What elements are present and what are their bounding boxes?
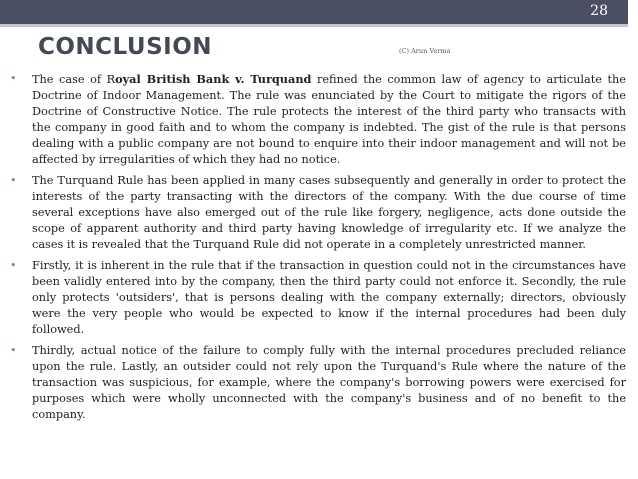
bullet-dot-icon: • bbox=[10, 259, 17, 272]
slide-number: 28 bbox=[590, 3, 608, 19]
case-name: oyal British Bank v. Turquand bbox=[115, 72, 312, 86]
bullet-item bbox=[0, 258, 626, 338]
bullet-dot-icon: • bbox=[10, 72, 17, 85]
bullet-dot-icon: • bbox=[10, 174, 17, 187]
bullet-text: Thirdly, actual notice of the failure to comply fully with the internal procedures precluded reliance upon the rule. Lastly, an outsider could not rely upon the Turquand's Rule where the nature of the transaction was suspicious, for example, where the company's borrowing powers were exercised for purposes which were wholly unconnected with the company's business and of no benefit to the company. bbox=[32, 344, 626, 421]
bullet-text: The Turquand Rule has been applied in many cases subsequently and generally in order to protect the interests of the party transacting with the directors of the company. With the due course of time several exceptions have also emerged out of the rule like forgery, negligence, acts done outside the scope of apparent authority and third party having knowledge of irregularity etc. If we analyze the cases it is revealed that the Turquand Rule did not operate in a completely unrestricted manner. bbox=[32, 174, 626, 251]
credit-text: (C) Arun Verma bbox=[399, 47, 451, 55]
bullet-text: Firstly, it is inherent in the rule that if the transaction in question could not in the circumstances have been validly entered into by the company, then the third party could not enforce it. Secondly, the rule only protects 'outsiders', that is persons dealing with the company externally; directors, obviously were the very people who would be expected to know if the internal procedures had been duly followed. bbox=[32, 259, 626, 336]
bullet-item bbox=[0, 343, 626, 423]
text-run: The case of R bbox=[32, 73, 116, 86]
text-run: refined the common law of agency to articulate the Doctrine of Indoor Management. The rule was enunciated by the Court to mitigate the rigors of the Doctrine of Constructive Notice. The rule protects the interest of the third party who transacts with the company in good faith and to whom the company is indebted. The gist of the rule is that persons dealing with a public company are not bound to enquire into their indoor management and will not be affected by irregularities of which they had no notice. bbox=[32, 73, 626, 166]
header-bar bbox=[0, 0, 628, 24]
bullet-list bbox=[0, 71, 626, 428]
slide-title: CONCLUSION bbox=[38, 34, 212, 60]
bullet-item bbox=[0, 173, 626, 253]
bullet-text bbox=[32, 73, 626, 166]
bullet-item bbox=[0, 71, 626, 168]
bullet-dot-icon: • bbox=[10, 344, 17, 357]
